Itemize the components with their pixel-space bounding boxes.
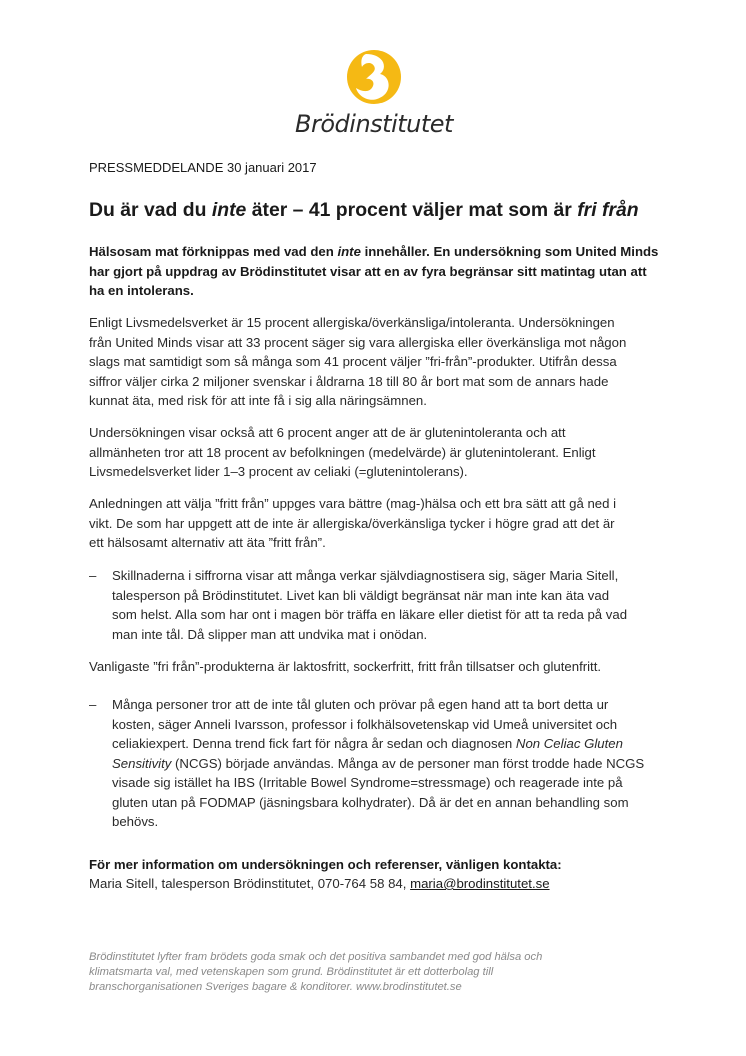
contact-text: Maria Sitell, talesperson Brödinstitutet, 070-764 58 84, — [89, 876, 411, 891]
lead-text: Hälsosam mat förknippas med vad den — [89, 244, 338, 259]
bullet-dash: – — [89, 568, 97, 583]
footer-boilerplate — [89, 950, 649, 995]
logo-text: Brödinstitutet — [295, 110, 453, 138]
quote-line: gluten utan på FODMAP (jäsningsbara kolhydrater). Då är det en annan behandling som — [112, 794, 629, 810]
contact-email-link[interactable]: maria@brodinstitutet.se — [410, 876, 550, 891]
paragraph-line: kunnat äta, med risk för att inte få i sig alla näringsämnen. — [89, 393, 427, 408]
paragraph-line: ett hälsosamt alternativ att äta ”fritt från”. — [89, 535, 326, 550]
quote-text: (NCGS) började användas. Många av de personer man först trodde hade NCGS — [171, 755, 645, 771]
lead-emphasis: inte — [337, 244, 361, 259]
press-release-date: PRESSMEDDELANDE 30 januari 2017 — [89, 160, 317, 175]
paragraph-line: allmänheten tror att 18 procent av befolkningen (medelvärde) är glutenintolerant. Enligt — [89, 444, 596, 460]
quote-line: man inte tål. Då slipper man att undvika mat i onödan. — [112, 626, 428, 642]
headline-emphasis: fri från — [577, 199, 639, 221]
paragraph-line: Vanligaste ”fri från”-produkterna är laktosfritt, sockerfritt, fritt från tillsatser och glutenfritt. — [89, 659, 602, 674]
paragraph-statistics — [89, 313, 669, 411]
paragraph-line: Anledningen att välja ”fritt från” uppges vara bättre (mag-)hälsa och ett bra sätt att gå ned i — [89, 496, 617, 511]
footer-line: Brödinstitutet lyfter fram brödets goda smak och det positiva sambandet med god hälsa och — [89, 951, 543, 963]
page-title — [89, 199, 709, 222]
paragraph-line: Undersökningen visar också att 6 procent anger att de är glutenintoleranta och att — [89, 425, 566, 440]
paragraph-reasons — [89, 494, 669, 553]
footer-line: klimatsmarta val, med vetenskapen som grund. Brödinstitutet är ett dotterbolag till — [89, 966, 494, 978]
logo-emblem-icon — [344, 46, 404, 108]
quote-line: Många personer tror att de inte tål gluten och prövar på egen hand att ta bort detta ur — [112, 697, 609, 712]
contact-heading: För mer information om undersökningen och referenser, vänligen kontakta: — [89, 857, 562, 872]
paragraph-line: vikt. De som har uppgett att de inte är allergiska/överkänsliga tycker i högre grad att det är — [89, 515, 615, 531]
quote-line: behövs. — [112, 814, 159, 829]
quote-text: celiakiexpert. Denna trend fick fart för några år sedan och diagnosen — [112, 736, 516, 751]
bullet-dash: – — [89, 697, 97, 712]
headline-part: Du är vad du — [89, 199, 212, 221]
lead-line: har gjort på uppdrag av Brödinstitutet visar att en av fyra begränsar sitt matintag utan att — [89, 263, 647, 279]
quote-line: som helst. Alla som har ont i magen bör träffa en läkare eller dietist för att ta reda på vad — [112, 607, 628, 622]
quote-line: talesperson på Brödinstitutet. Livet kan bli väldigt begränsat när man inte kan äta vad — [112, 587, 610, 603]
footer-line: branschorganisationen Sveriges bagare & konditorer. www.brodinstitutet.se — [89, 981, 462, 993]
lead-line: ha en intolerans. — [89, 283, 194, 298]
quote-line: kosten, säger Anneli Ivarsson, professor i folkhälsovetenskap vid Umeå universitet och — [112, 716, 618, 732]
headline-part: äter – 41 procent väljer mat som är — [246, 199, 578, 221]
logo — [286, 46, 462, 146]
quote-anneli-ivarsson — [89, 695, 689, 832]
quote-maria-sitell — [89, 566, 689, 644]
paragraph-line: Livsmedelsverket lider 1–3 procent av celiaki (=glutenintolerans). — [89, 464, 468, 479]
contact-line — [89, 876, 550, 891]
lead-text: innehåller. En undersökning som United Minds — [360, 244, 659, 259]
paragraph-products — [89, 657, 669, 677]
quote-line: visade sig istället ha IBS (Irritable Bowel Syndrome=stressmage) och reagerade inte på — [112, 775, 623, 790]
quote-line: Skillnaderna i siffrorna visar att många verkar självdiagnostisera sig, säger Maria Sitell, — [112, 568, 619, 583]
paragraph-line: Enligt Livsmedelsverket är 15 procent allergiska/överkänsliga/intoleranta. Undersökningen — [89, 315, 615, 330]
paragraph-gluten — [89, 423, 669, 482]
lead-paragraph — [89, 242, 669, 301]
quote-emphasis: Sensitivity — [112, 755, 172, 771]
paragraph-line: siffror väljer cirka 2 miljoner svenskar i åldrarna 18 till 80 år bort mat som de annars hade — [89, 373, 609, 389]
paragraph-line: från United Minds visar att 33 procent säger sig vara allergiska eller överkänsliga mot någon — [89, 334, 627, 350]
headline-emphasis: inte — [211, 199, 247, 221]
paragraph-line: slags mat samtidigt som så många som 41 procent väljer ”fri-från”-produkter. Utifrån dessa — [89, 354, 617, 369]
quote-emphasis: Non Celiac Gluten — [515, 736, 623, 751]
